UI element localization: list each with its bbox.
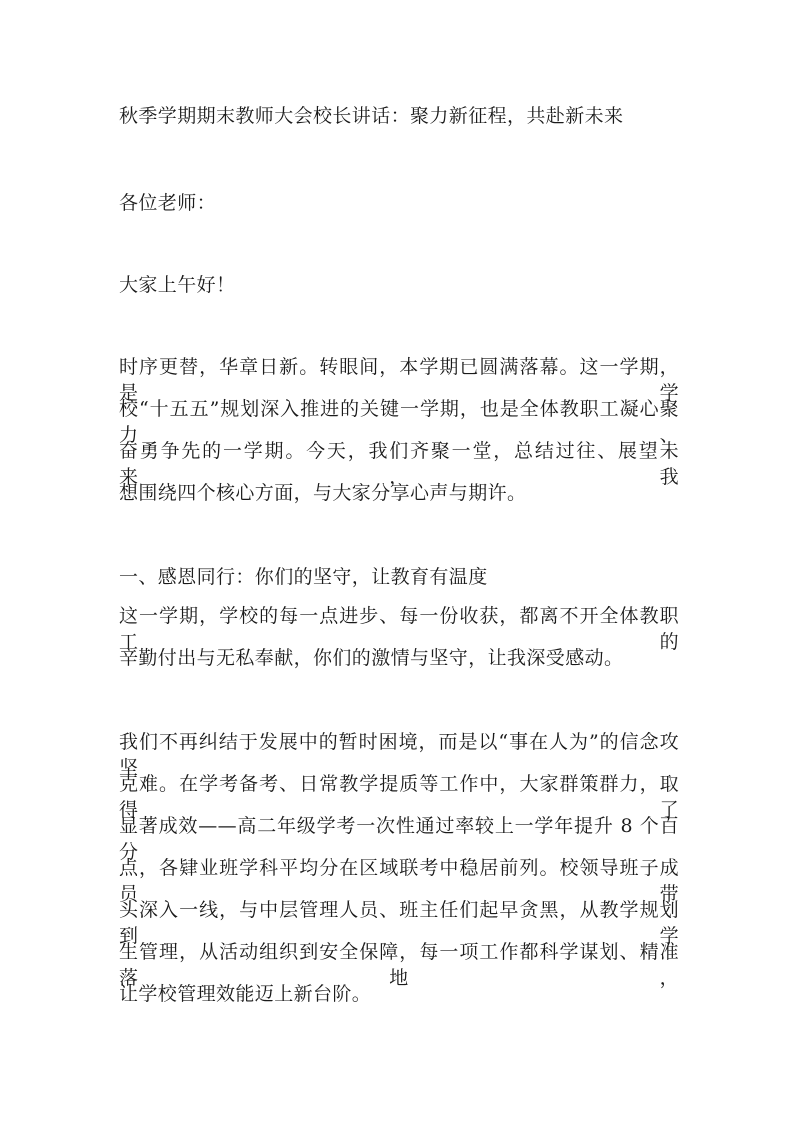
section1-para1-line-1: 这一学期，学校的每一点进步、每一份收获，都离不开全体教职工的 [119,605,679,653]
section1-para2-line-3: 显著成效——高二年级学考一次性通过率较上一学年提升 8 个百分 [119,815,679,863]
intro-line-1: 时序更替，华章日新。转眼间，本学期已圆满落幕。这一学期，是学 [119,356,679,404]
section1-para2-line-5: 头深入一线，与中层管理人员、班主任们起早贪黑，从教学规划到学 [119,899,679,947]
document-title: 秋季学期期末教师大会校长讲话：聚力新征程，共赴新未来 [119,105,624,127]
greeting: 大家上午好！ [119,274,236,296]
section1-para2-line-7: 让学校管理效能迈上新台阶。 [119,983,372,1005]
section1-para2-line-1: 我们不再纠结于发展中的暂时困境，而是以“事在人为”的信念攻坚 [119,731,679,779]
intro-line-4: 想围绕四个核心方面，与大家分享心声与期许。 [119,482,527,504]
salutation: 各位老师： [119,192,217,214]
intro-line-2: 校“十五五”规划深入推进的关键一学期，也是全体教职工凝心聚力、 [119,398,679,446]
section1-para2-line-4: 点，各肄业班学科平均分在区域联考中稳居前列。校领导班子成员带 [119,857,679,905]
section1-para2-line-6: 生管理，从活动组织到安全保障，每一项工作都科学谋划、精准落地， [119,941,679,989]
section-heading-1: 一、感恩同行：你们的坚守，让教育有温度 [119,566,488,588]
intro-line-3: 奋勇争先的一学期。今天，我们齐聚一堂，总结过往、展望未来，我 [119,440,679,488]
section1-para1-line-2: 辛勤付出与无私奉献，你们的激情与坚守，让我深受感动。 [119,647,624,669]
section1-para2-line-2: 克难。在学考备考、日常教学提质等工作中，大家群策群力，取得了 [119,773,679,821]
